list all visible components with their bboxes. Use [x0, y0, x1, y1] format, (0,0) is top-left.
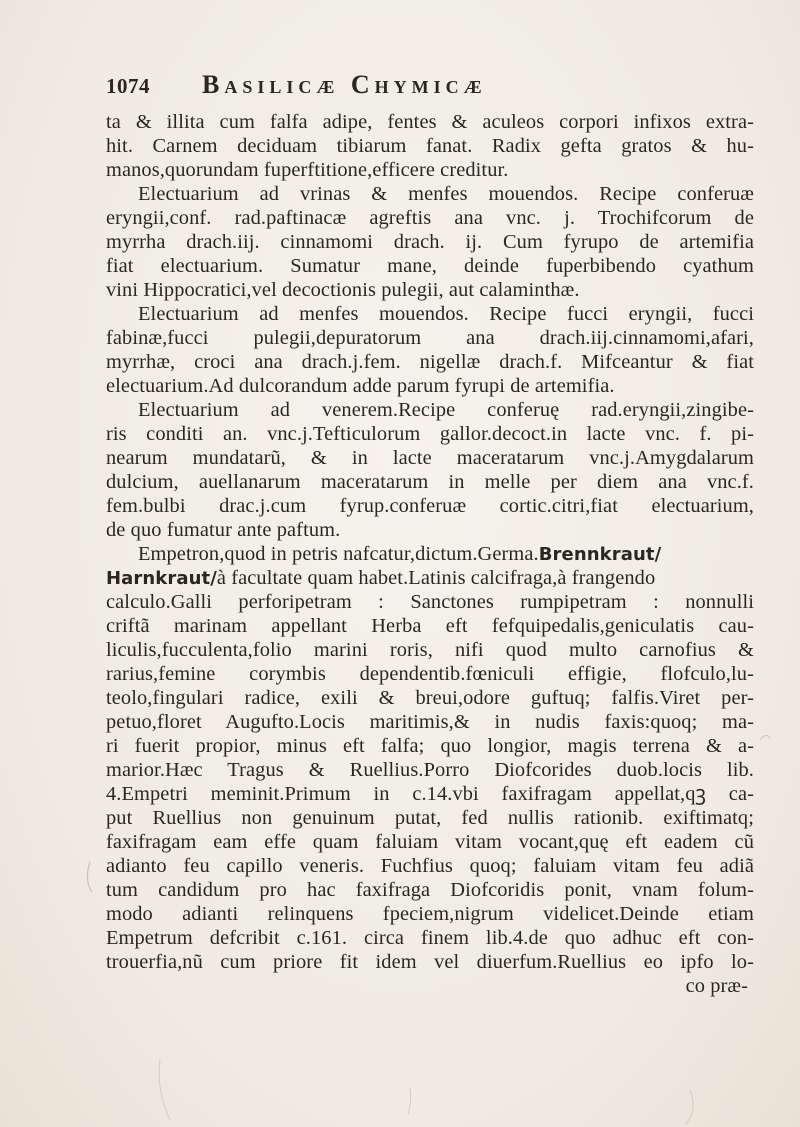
text-line: teolo,fingulari radice, exili & breui,odore guftuq; falfis.Viret per-	[106, 687, 754, 709]
catchword: co præ-	[685, 975, 748, 997]
text-line: manos,quorundam fuperftitione,efficere creditur.	[106, 159, 509, 181]
paragraph-start-line: Electuarium ad menfes mouendos. Recipe fucci eryngii, fucci	[138, 303, 754, 325]
margin-smudge	[159, 1060, 170, 1120]
text-line: fem.bulbi drac.j.cum fyrup.conferuæ cortic.citri,fiat electuarium,	[106, 495, 754, 517]
page-header	[106, 68, 752, 102]
text-line: marior.Hæc Tragus & Ruellius.Porro Diofcorides duob.locis lib.	[106, 759, 754, 781]
text-line: trouerfia,nũ cum priore fit idem vel diuerfum.Ruellius eo ipfo lo-	[106, 951, 754, 973]
margin-smudge	[408, 1088, 411, 1114]
paragraph-start-line: Electuarium ad vrinas & menfes mouendos. Recipe conferuæ	[138, 183, 754, 205]
text-line: electuarium.Ad dulcorandum adde parum fyrupi de artemifia.	[106, 375, 615, 397]
paragraph-start-line: Electuarium ad venerem.Recipe conferuę rad.eryngii,zingibe-	[138, 399, 754, 421]
text-line: fabinæ,fucci pulegii,depuratorum ana drach.iij.cinnamomi,afari,	[106, 327, 754, 349]
paragraph-start-line	[106, 542, 754, 566]
text-line: fiat electuarium. Sumatur mane, deinde fuperbibendo cyathum	[106, 255, 754, 277]
text-line: hit. Carnem deciduam tibiarum fanat. Radix gefta gratos & hu-	[106, 135, 754, 157]
text-line: ta & illita cum falfa adipe, fentes & aculeos corpori infixos extra-	[106, 111, 754, 133]
text-line: ris conditi an. vnc.j.Tefticulorum gallor.decoct.in lacte vnc. f. pi-	[106, 423, 754, 445]
page-number: 1074	[106, 74, 150, 98]
margin-smudge	[87, 862, 92, 892]
german-gloss: Harnkraut/	[106, 568, 217, 589]
text-line: myrrhæ, croci ana drach.j.fem. nigellæ drach.f. Mifceantur & fiat	[106, 351, 754, 373]
running-head: Basilicæ Chymicæ	[202, 70, 487, 99]
text-line: criftã marinam appellant Herba eft fefquipedalis,geniculatis cau-	[106, 615, 754, 637]
text-line: Empetrum defcribit c.161. circa finem lib.4.de quo adhuc eft con-	[106, 927, 754, 949]
margin-smudge	[760, 735, 770, 740]
text-line: myrrha drach.iij. cinnamomi drach. ij. Cum fyrupo de artemifia	[106, 231, 754, 253]
text-line	[106, 566, 754, 590]
text-line: adianto feu capillo veneris. Fuchfius quoq; faluiam vitam feu adiã	[106, 855, 754, 877]
text-line: vini Hippocratici,vel decoctionis pulegii, aut calaminthæ.	[106, 279, 580, 301]
text-line: rarius,femine corymbis dependentib.fœniculi effigie, flofculo,lu-	[106, 663, 754, 685]
text-line: faxifragam eam effe quam faluiam vitam vocant,quę eft eadem cũ	[106, 831, 754, 853]
margin-smudge	[686, 1090, 693, 1124]
text-line: calculo.Galli perforipetram : Sanctones rumpipetram : nonnulli	[106, 591, 754, 613]
text-line: modo adianti relinquens fpeciem,nigrum videlicet.Deinde etiam	[106, 903, 754, 925]
text-line: dulcium, auellanarum maceratarum in melle per diem ana vnc.f.	[106, 471, 754, 493]
text-line: put Ruellius non genuinum putat, fed nullis rationib. exiftimatq;	[106, 807, 754, 829]
text-line: liculis,fucculenta,folio marini roris, nifi quod multo carnofius &	[106, 639, 754, 661]
text-line: de quo fumatur ante paftum.	[106, 519, 341, 541]
german-gloss: Brennkraut/	[538, 544, 662, 565]
latin-phrase: à facultate quam habet.Latinis calcifraga,à frangendo	[216, 567, 656, 589]
text-line: petuo,floret Augufto.Locis maritimis,& in nudis faxis:quoq; ma-	[106, 711, 754, 733]
text-line: nearum mundatarũ, & in lacte maceratarum vnc.j.Amygdalarum	[106, 447, 754, 469]
text-line: eryngii,conf. rad.paftinacæ agreftis ana vnc. j. Trochifcorum de	[106, 207, 754, 229]
text-line: ri fuerit propior, minus eft falfa; quo longior, magis terrena & a-	[106, 735, 754, 757]
latin-phrase: Empetron,quod in petris nafcatur,dictum.Germa.	[138, 543, 539, 565]
page-body	[106, 110, 754, 998]
text-line: tum candidum pro hac faxifraga Diofcoridis ponit, vnam folum-	[106, 879, 754, 901]
text-line: 4.Empetri meminit.Primum in c.14.vbi faxifragam appellat,qꝫ ca-	[106, 783, 754, 805]
